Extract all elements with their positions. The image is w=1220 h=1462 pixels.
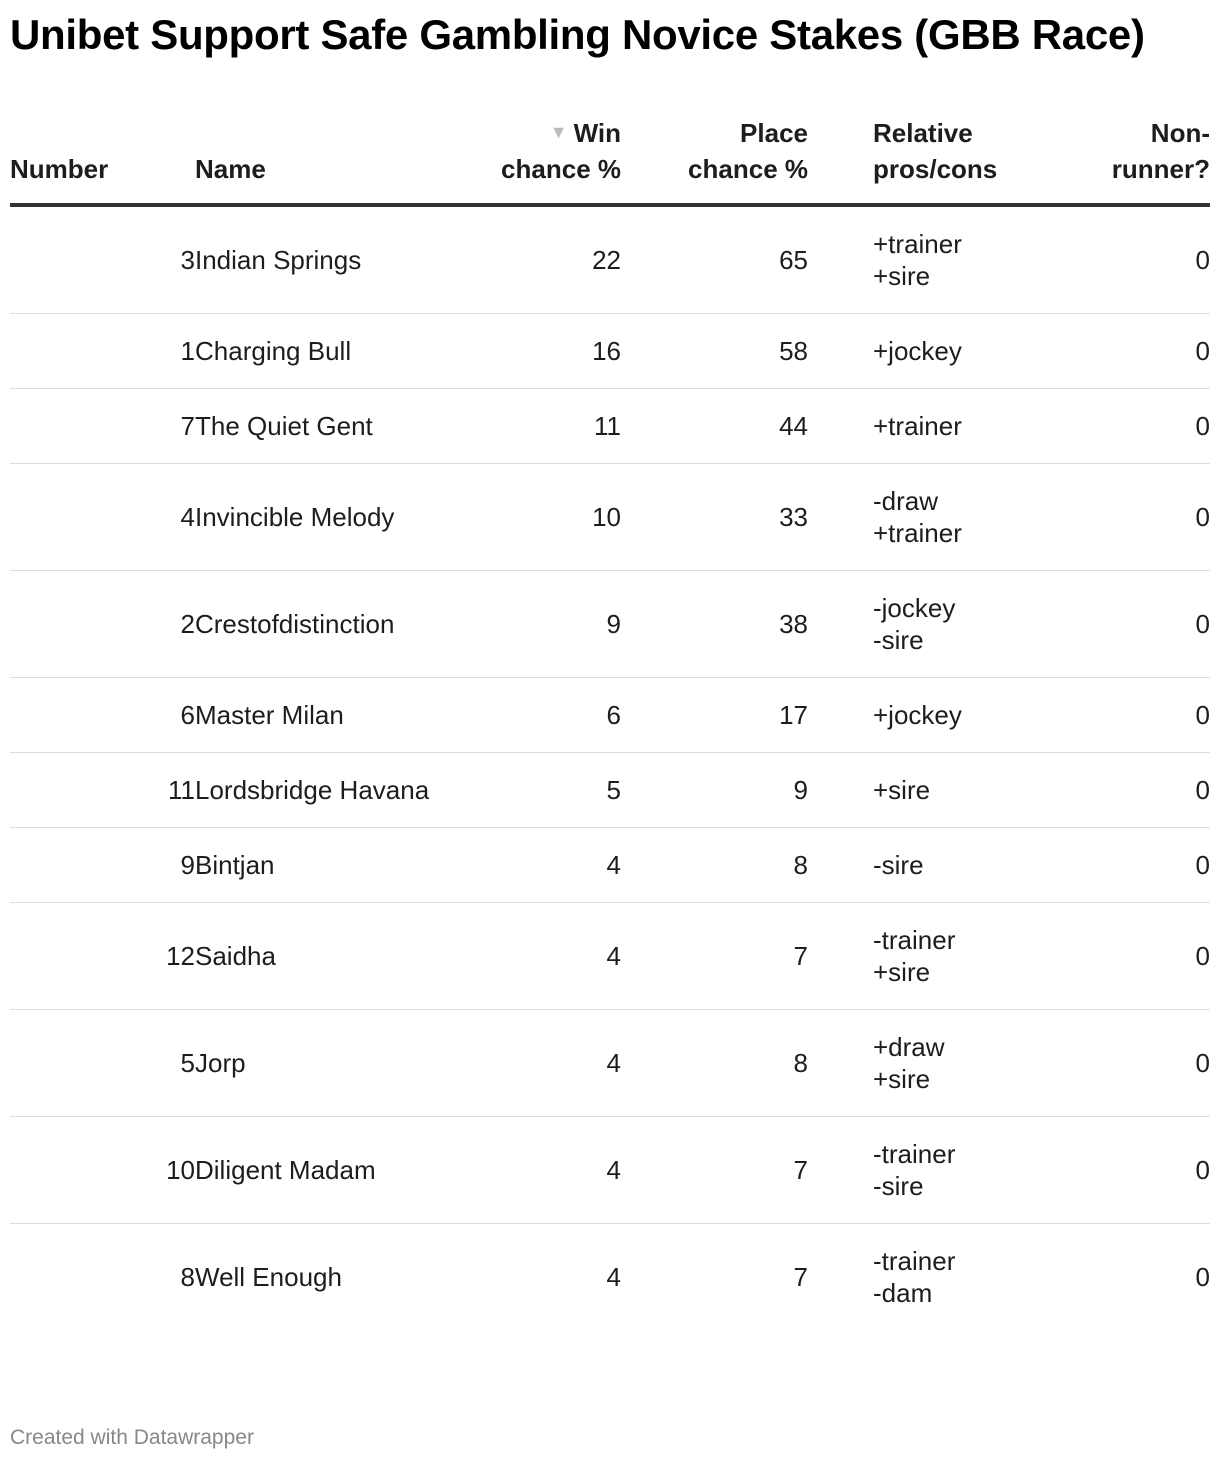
pros-cons-item: +draw bbox=[873, 1032, 945, 1062]
cell-win-chance: 4 bbox=[495, 1010, 621, 1117]
cell-non-runner: 0 bbox=[1063, 464, 1210, 571]
cell-spacer bbox=[808, 903, 873, 1010]
table-row bbox=[10, 1224, 1210, 1331]
table-row bbox=[10, 1117, 1210, 1224]
cell-non-runner: 0 bbox=[1063, 753, 1210, 828]
pros-cons-item: +sire bbox=[873, 261, 931, 291]
pros-cons-item: -draw bbox=[873, 486, 939, 516]
header-win-chance-label: Win chance % bbox=[501, 118, 621, 184]
cell-name: Invincible Melody bbox=[195, 464, 495, 571]
cell-non-runner: 0 bbox=[1063, 1010, 1210, 1117]
header-pros-cons[interactable]: Relative pros/cons bbox=[873, 114, 1063, 205]
table-row bbox=[10, 678, 1210, 753]
cell-pros-cons bbox=[873, 1117, 1063, 1224]
cell-spacer bbox=[808, 389, 873, 464]
cell-place-chance: 65 bbox=[621, 205, 808, 314]
header-row bbox=[10, 114, 1210, 205]
pros-cons-item: -jockey bbox=[873, 593, 956, 623]
cell-spacer bbox=[808, 464, 873, 571]
cell-name: Crestofdistinction bbox=[195, 571, 495, 678]
table-row bbox=[10, 903, 1210, 1010]
cell-place-chance: 8 bbox=[621, 1010, 808, 1117]
cell-win-chance: 4 bbox=[495, 1117, 621, 1224]
table-row bbox=[10, 205, 1210, 314]
cell-place-chance: 44 bbox=[621, 389, 808, 464]
race-table bbox=[10, 114, 1210, 1330]
pros-cons-item: -trainer bbox=[873, 925, 956, 955]
cell-number: 5 bbox=[10, 1010, 195, 1117]
cell-spacer bbox=[808, 1010, 873, 1117]
table-body bbox=[10, 205, 1210, 1330]
pros-cons-item: -sire bbox=[873, 1171, 924, 1201]
cell-number: 8 bbox=[180, 1262, 195, 1292]
cell-name: Jorp bbox=[195, 1010, 495, 1117]
cell-spacer bbox=[808, 753, 873, 828]
cell-name: Bintjan bbox=[195, 828, 495, 903]
cell-pros-cons bbox=[873, 571, 1063, 678]
cell-win-chance: 4 bbox=[495, 828, 621, 903]
cell-place-chance: 38 bbox=[621, 571, 808, 678]
cell-pros-cons bbox=[873, 1010, 1063, 1117]
cell-number: 7 bbox=[10, 389, 195, 464]
cell-win-chance: 4 bbox=[606, 1262, 621, 1292]
cell-pros-cons bbox=[873, 314, 1063, 389]
cell-spacer bbox=[808, 678, 873, 753]
cell-number: 4 bbox=[10, 464, 195, 571]
cell-name: Diligent Madam bbox=[195, 1117, 495, 1224]
cell-number: 9 bbox=[10, 828, 195, 903]
cell-number: 10 bbox=[10, 1117, 195, 1224]
table-row bbox=[10, 464, 1210, 571]
pros-cons-item: +sire bbox=[873, 957, 931, 987]
table-row bbox=[10, 828, 1210, 903]
cell-name: Well Enough bbox=[195, 1262, 342, 1292]
cell-pros-cons bbox=[873, 828, 1063, 903]
pros-cons-item: -dam bbox=[873, 1278, 933, 1308]
datawrapper-credit[interactable]: Created with Datawrapper bbox=[10, 1426, 254, 1449]
cell-spacer bbox=[808, 828, 873, 903]
cell-non-runner: 0 bbox=[1063, 389, 1210, 464]
cell-place-chance: 9 bbox=[621, 753, 808, 828]
table-row bbox=[10, 753, 1210, 828]
cell-win-chance: 6 bbox=[495, 678, 621, 753]
cell-number: 6 bbox=[10, 678, 195, 753]
cell-number: 3 bbox=[10, 205, 195, 314]
pros-cons-item: -trainer bbox=[873, 1246, 956, 1276]
cell-non-runner: 0 bbox=[1063, 678, 1210, 753]
pros-cons-item: +jockey bbox=[873, 700, 962, 730]
cell-place-chance: 7 bbox=[621, 903, 808, 1010]
pros-cons-item: +sire bbox=[873, 1064, 931, 1094]
cell-name: Indian Springs bbox=[195, 205, 495, 314]
cell-pros-cons bbox=[873, 1224, 1063, 1331]
cell-win-chance: 10 bbox=[495, 464, 621, 571]
cell-non-runner: 0 bbox=[1063, 571, 1210, 678]
cell-non-runner: 0 bbox=[1063, 205, 1210, 314]
cell-win-chance: 5 bbox=[495, 753, 621, 828]
cell-spacer bbox=[808, 571, 873, 678]
cell-name: Saidha bbox=[195, 903, 495, 1010]
header-name[interactable]: Name bbox=[195, 114, 495, 205]
table-row bbox=[10, 1010, 1210, 1117]
cell-name: Master Milan bbox=[195, 678, 495, 753]
header-spacer bbox=[808, 114, 873, 205]
pros-cons-item: +sire bbox=[873, 775, 931, 805]
cell-win-chance: 16 bbox=[495, 314, 621, 389]
cell-spacer bbox=[808, 205, 873, 314]
cell-pros-cons bbox=[873, 903, 1063, 1010]
pros-cons-item: -trainer bbox=[873, 1139, 956, 1169]
cell-non-runner: 0 bbox=[1063, 1117, 1210, 1224]
cell-spacer bbox=[808, 1117, 873, 1224]
pros-cons-item: +trainer bbox=[873, 518, 962, 548]
cell-pros-cons bbox=[873, 464, 1063, 571]
cell-win-chance: 22 bbox=[495, 205, 621, 314]
cell-spacer bbox=[808, 1224, 873, 1331]
pros-cons-item: +trainer bbox=[873, 229, 962, 259]
header-place-chance[interactable]: Place chance % bbox=[621, 114, 808, 205]
sort-descending-icon: ▼ bbox=[549, 122, 568, 142]
pros-cons-item: +trainer bbox=[873, 411, 962, 441]
cell-number: 12 bbox=[10, 903, 195, 1010]
cell-number: 1 bbox=[10, 314, 195, 389]
pros-cons-item: -sire bbox=[873, 625, 924, 655]
cell-place-chance: 17 bbox=[621, 678, 808, 753]
cell-number: 11 bbox=[10, 753, 195, 828]
pros-cons-item: +jockey bbox=[873, 336, 962, 366]
header-non-runner[interactable]: Non-runner? bbox=[1063, 114, 1210, 205]
cell-name: Lordsbridge Havana bbox=[195, 753, 495, 828]
cell-non-runner: 0 bbox=[1195, 1262, 1210, 1292]
cell-number: 2 bbox=[10, 571, 195, 678]
cell-place-chance: 33 bbox=[621, 464, 808, 571]
cell-non-runner: 0 bbox=[1063, 903, 1210, 1010]
cell-place-chance: 7 bbox=[621, 1117, 808, 1224]
table-row bbox=[10, 389, 1210, 464]
cell-win-chance: 9 bbox=[495, 571, 621, 678]
header-win-chance[interactable] bbox=[495, 114, 621, 205]
chart-title: Unibet Support Safe Gambling Novice Stakes (GBB Race) bbox=[10, 11, 1145, 58]
table-row bbox=[10, 314, 1210, 389]
table-row bbox=[10, 571, 1210, 678]
header-number[interactable]: Number bbox=[10, 114, 195, 205]
cell-name: Charging Bull bbox=[195, 314, 495, 389]
cell-win-chance: 11 bbox=[495, 389, 621, 464]
cell-pros-cons bbox=[873, 389, 1063, 464]
cell-name: The Quiet Gent bbox=[195, 389, 495, 464]
cell-place-chance: 7 bbox=[793, 1262, 808, 1292]
cell-pros-cons bbox=[873, 678, 1063, 753]
cell-pros-cons bbox=[873, 753, 1063, 828]
cell-non-runner: 0 bbox=[1063, 314, 1210, 389]
cell-non-runner: 0 bbox=[1063, 828, 1210, 903]
cell-place-chance: 58 bbox=[621, 314, 808, 389]
pros-cons-item: -sire bbox=[873, 850, 924, 880]
cell-win-chance: 4 bbox=[495, 903, 621, 1010]
cell-spacer bbox=[808, 314, 873, 389]
cell-place-chance: 8 bbox=[621, 828, 808, 903]
cell-pros-cons bbox=[873, 205, 1063, 314]
